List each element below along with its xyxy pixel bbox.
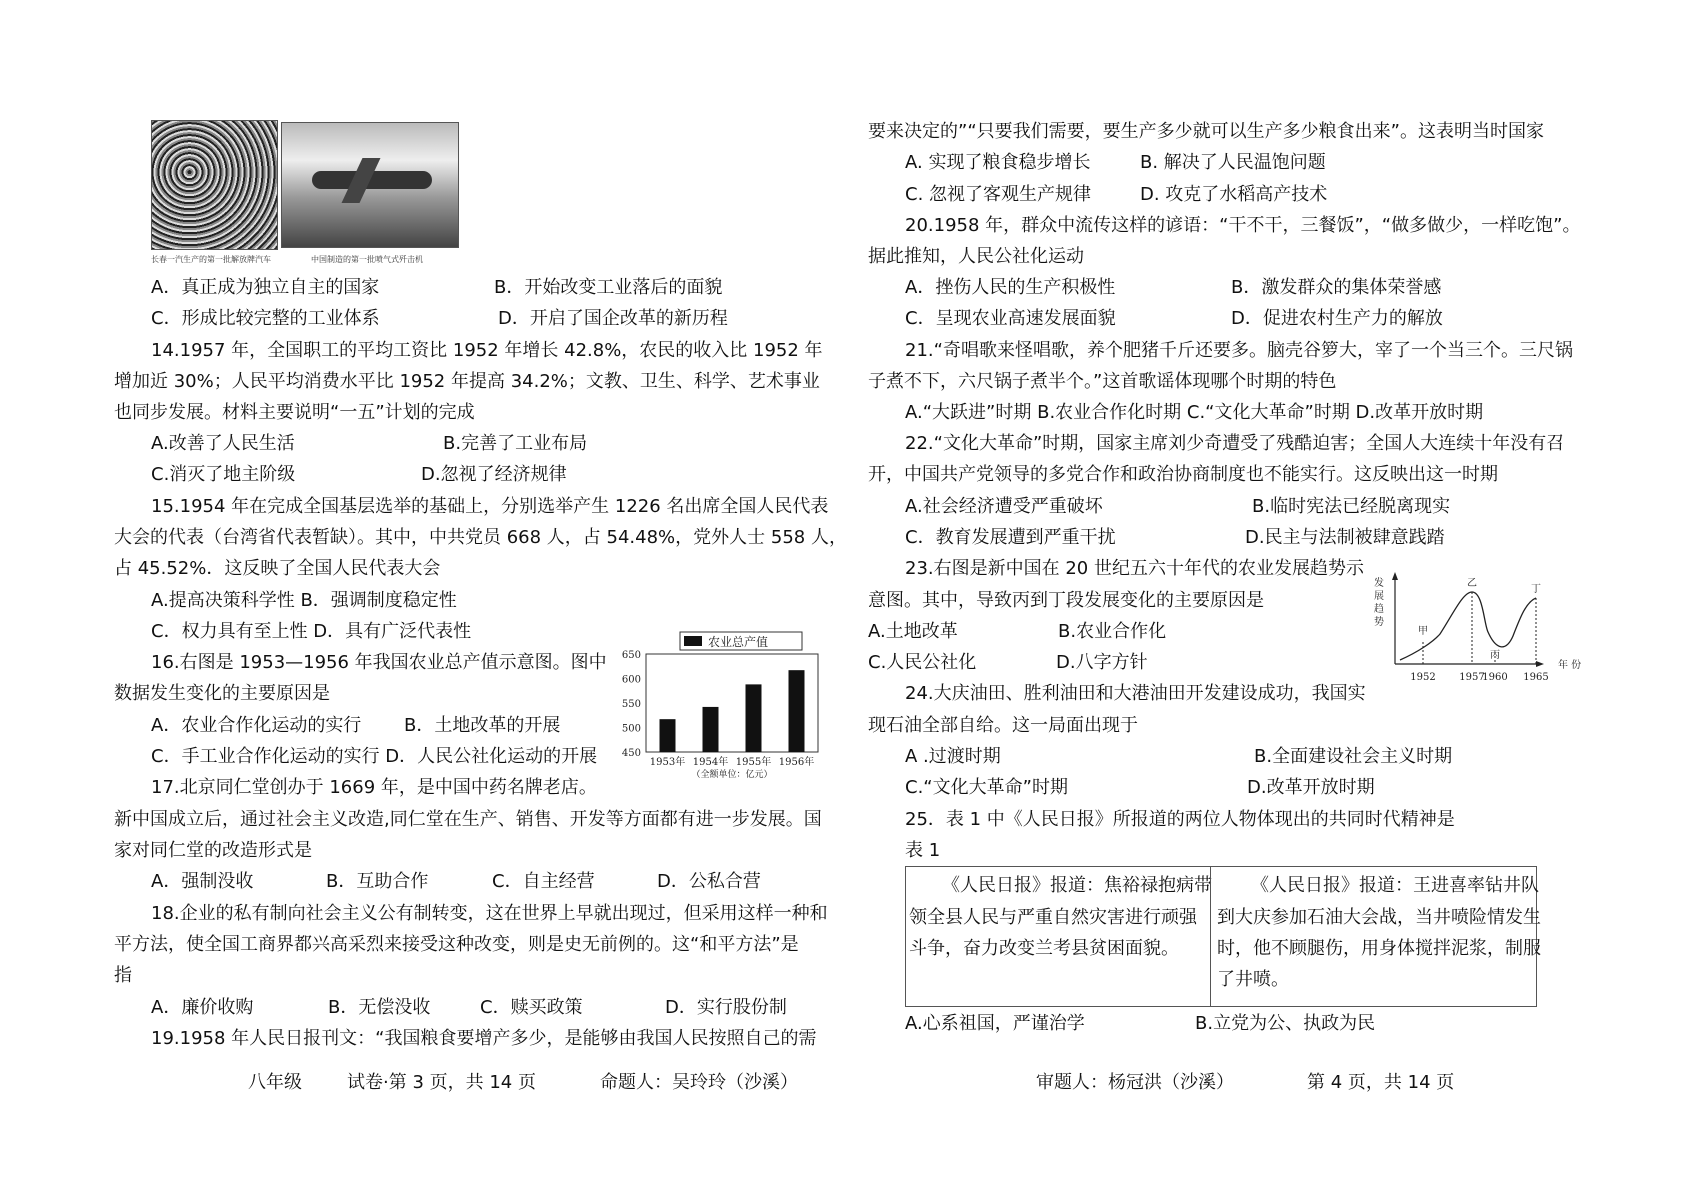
bar — [703, 707, 719, 752]
table-divider — [1210, 867, 1211, 1006]
question-text: 18.企业的私有制向社会主义公有制转变，这在世界上早就出现过，但采用这样一种和 — [151, 903, 828, 924]
table-cell-right-line: 时，他不顾腿伤，用身体搅拌泥浆，制服 — [1217, 938, 1541, 959]
photo-caption: 长春一汽生产的第一批解放牌汽车 — [151, 255, 271, 264]
question-text: 指 — [114, 965, 132, 986]
trend-point-label: 丁 — [1531, 584, 1541, 595]
option: C．形成比较完整的工业体系 — [151, 308, 380, 329]
table-cell-left-line: 《人民日报》报道：焦裕禄抱病带 — [942, 875, 1212, 896]
option: A .过渡时期 — [905, 746, 1001, 767]
question-text: 现石油全部自给。这一局面出现于 — [868, 715, 1138, 736]
bar — [789, 670, 805, 752]
question-text: 增加近 30%；人民平均消费水平比 1952 年提高 34.2%；文教、卫生、科学、艺术事业 — [114, 371, 820, 392]
question-text: 16.右图是 1953—1956 年我国农业总产值示意图。图中 — [151, 652, 607, 673]
trend-x-tick: 1952 — [1410, 672, 1436, 683]
option: B.立党为公、执政为民 — [1195, 1013, 1376, 1034]
table-cell-right-line: 了井喷。 — [1217, 969, 1289, 990]
option: D.八字方针 — [1056, 652, 1148, 673]
question-text: 也同步发展。材料主要说明“一五”计划的完成 — [114, 402, 475, 423]
photo-trucks — [151, 120, 278, 250]
question-text: 14.1957 年，全国职工的平均工资比 1952 年增长 42.8%，农民的收入比 1952 年 — [151, 340, 823, 361]
option: C．呈现农业高速发展面貌 — [905, 308, 1116, 329]
option: A.心系祖国，严谨治学 — [905, 1013, 1085, 1034]
option: B．无偿没收 — [328, 997, 431, 1018]
question-text: 据此推知，人民公社化运动 — [868, 246, 1084, 267]
trend-point-label: 乙 — [1467, 578, 1477, 589]
option: C.消灭了地主阶级 — [151, 464, 296, 485]
question-text: 22.“文化大革命”时期，国家主席刘少奇遭受了残酷迫害；全国人大连续十年没有召 — [905, 433, 1565, 454]
option: C. 忽视了客观生产规律 — [905, 184, 1092, 205]
option: D．实行股份制 — [665, 997, 787, 1018]
footer-author: 命题人：吴玲玲（沙溪） — [600, 1072, 798, 1093]
question-text: 15.1954 年在完成全国基层选举的基础上，分别选举产生 1226 名出席全国人民代表 — [151, 496, 829, 517]
trend-x-tick: 1960 — [1482, 672, 1508, 683]
question-text: 开，中国共产党领导的多党合作和政治协商制度也不能实行。这反映出这一时期 — [868, 464, 1498, 485]
option: C．赎买政策 — [480, 997, 583, 1018]
y-tick-label: 450 — [621, 748, 641, 759]
bar — [660, 719, 676, 752]
photo-jets — [281, 122, 459, 248]
question-text: 23.右图是新中国在 20 世纪五六十年代的农业发展趋势示 — [905, 558, 1364, 579]
question-text: 数据发生变化的主要原因是 — [114, 683, 330, 704]
option: B.临时宪法已经脱离现实 — [1252, 496, 1451, 517]
option: C．教育发展遭到严重干扰 — [905, 527, 1116, 548]
option: A. 实现了粮食稳步增长 — [905, 152, 1091, 173]
bar — [746, 684, 762, 752]
table-cell-right-line: 《人民日报》报道：王进喜率钻井队 — [1251, 875, 1539, 896]
trend-point-label: 甲 — [1418, 626, 1428, 637]
x-tick-label: 1955年 — [735, 757, 772, 768]
y-tick-label: 550 — [621, 699, 641, 710]
trend-ylabel: 发展趋势 — [1374, 578, 1384, 628]
footer-page: 试卷·第 3 页，共 14 页 — [347, 1072, 536, 1093]
question-text: 21.“奇唱歌来怪唱歌，养个肥猪千斤还要多。脑壳谷箩大，宰了一个当三个。三尺锅 — [905, 340, 1573, 361]
question-text: 意图。其中，导致丙到丁段发展变化的主要原因是 — [868, 590, 1264, 611]
table-cell-left-line: 斗争，奋力改变兰考县贫困面貌。 — [909, 938, 1179, 959]
option: D．公私合营 — [657, 871, 761, 892]
question-text: 大会的代表（台湾省代表暂缺）。其中，中共党员 668 人，占 54.48%，党外人士 558 人， — [114, 527, 847, 548]
option: D.忽视了经济规律 — [421, 464, 567, 485]
agri-trend-chart — [1368, 572, 1590, 684]
option: D. 攻克了水稻高产技术 — [1140, 184, 1328, 205]
question-text: 要来决定的”“只要我们需要，要生产多少就可以生产多少粮食出来”。这表明当时国家 — [868, 121, 1544, 142]
option: D．促进农村生产力的解放 — [1231, 308, 1443, 329]
option: C.“文化大革命”时期 — [905, 777, 1068, 798]
option: A．廉价收购 — [151, 997, 254, 1018]
option: C．自主经营 — [492, 871, 595, 892]
option: A．挫伤人民的生产积极性 — [905, 277, 1116, 298]
option: B．激发群众的集体荣誉感 — [1231, 277, 1442, 298]
option: A.土地改革 — [868, 621, 958, 642]
agri-output-bar-chart — [608, 628, 823, 780]
question-text: 24.大庆油田、胜利油田和大港油田开发建设成功，我国实 — [905, 683, 1366, 704]
table-caption: 表 1 — [905, 840, 941, 861]
legend-label: 农业总产值 — [708, 635, 769, 649]
option: D．开启了国企改革的新历程 — [498, 308, 728, 329]
trend-x-tick: 1965 — [1523, 672, 1549, 683]
question-text: 新中国成立后，通过社会主义改造,同仁堂在生产、销售、开发等方面都有进一步发展。国 — [114, 809, 822, 830]
footer-page: 第 4 页，共 14 页 — [1307, 1072, 1455, 1093]
question-text: 19.1958 年人民日报刊文：“我国粮食要增产多少，是能够由我国人民按照自己的需 — [151, 1028, 817, 1049]
option: B.农业合作化 — [1058, 621, 1167, 642]
footer-grade: 八年级 — [248, 1072, 302, 1093]
option: B.全面建设社会主义时期 — [1254, 746, 1453, 767]
chart-note: （全额单位：亿元） — [691, 770, 773, 780]
option: B.完善了工业布局 — [443, 433, 588, 454]
option: A.“大跃进”时期 B.农业合作化时期 C.“文化大革命”时期 D.改革开放时期 — [905, 402, 1484, 423]
option: D.民主与法制被肆意践踏 — [1245, 527, 1445, 548]
option: B．土地改革的开展 — [404, 715, 561, 736]
question-text: 子煮不下，六尺锅子煮半个。”这首歌谣体现哪个时期的特色 — [868, 371, 1337, 392]
option: C．权力具有至上性 D．具有广泛代表性 — [151, 621, 472, 642]
x-tick-label: 1956年 — [778, 757, 815, 768]
question-text: 20.1958 年，群众中流传这样的谚语：“干不干，三餐饭”，“做多做少，一样吃饱”。 — [905, 215, 1581, 236]
footer-reviewer: 审题人：杨冠洪（沙溪） — [1036, 1072, 1234, 1093]
option: A.改善了人民生活 — [151, 433, 295, 454]
question-text: 17.北京同仁堂创办于 1669 年，是中国中药名牌老店。 — [151, 777, 597, 798]
question-text: 平方法，使全国工商界都兴高采烈来接受这种改变，则是史无前例的。这“和平方法”是 — [114, 934, 799, 955]
option: A.提高决策科学性 B．强调制度稳定性 — [151, 590, 457, 611]
option: C．手工业合作化运动的实行 D．人民公社化运动的开展 — [151, 746, 598, 767]
y-tick-label: 500 — [621, 723, 641, 735]
table-1 — [905, 866, 1541, 1007]
option: A.社会经济遭受严重破坏 — [905, 496, 1103, 517]
trend-point-label: 丙 — [1490, 650, 1500, 661]
trend-x-tick: 1957 — [1459, 672, 1485, 683]
option: B. 解决了人民温饱问题 — [1140, 152, 1326, 173]
table-cell-right-line: 到大庆参加石油大会战，当井喷险情发生 — [1217, 907, 1541, 928]
question-text: 占 45.52%．这反映了全国人民代表大会 — [114, 558, 441, 579]
option: B．开始改变工业落后的面貌 — [494, 277, 723, 298]
x-tick-label: 1953年 — [649, 757, 686, 768]
question-text: 25．表 1 中《人民日报》所报道的两位人物体现出的共同时代精神是 — [905, 809, 1455, 830]
y-tick-label: 600 — [621, 674, 641, 686]
option: B．互助合作 — [326, 871, 429, 892]
x-tick-label: 1954年 — [692, 757, 729, 768]
option: A．强制没收 — [151, 871, 254, 892]
legend-swatch — [684, 636, 702, 646]
y-tick-label: 650 — [621, 650, 641, 661]
option: D.改革开放时期 — [1247, 777, 1375, 798]
table-cell-left-line: 领全县人民与严重自然灾害进行顽强 — [909, 907, 1197, 928]
question-text: 家对同仁堂的改造形式是 — [114, 840, 312, 861]
option: C.人民公社化 — [868, 652, 977, 673]
option: A．农业合作化运动的实行 — [151, 715, 362, 736]
option: A．真正成为独立自主的国家 — [151, 277, 380, 298]
trend-xlabel: 年 份 — [1558, 660, 1582, 671]
photo-caption: 中国制造的第一批喷气式歼击机 — [311, 255, 423, 264]
